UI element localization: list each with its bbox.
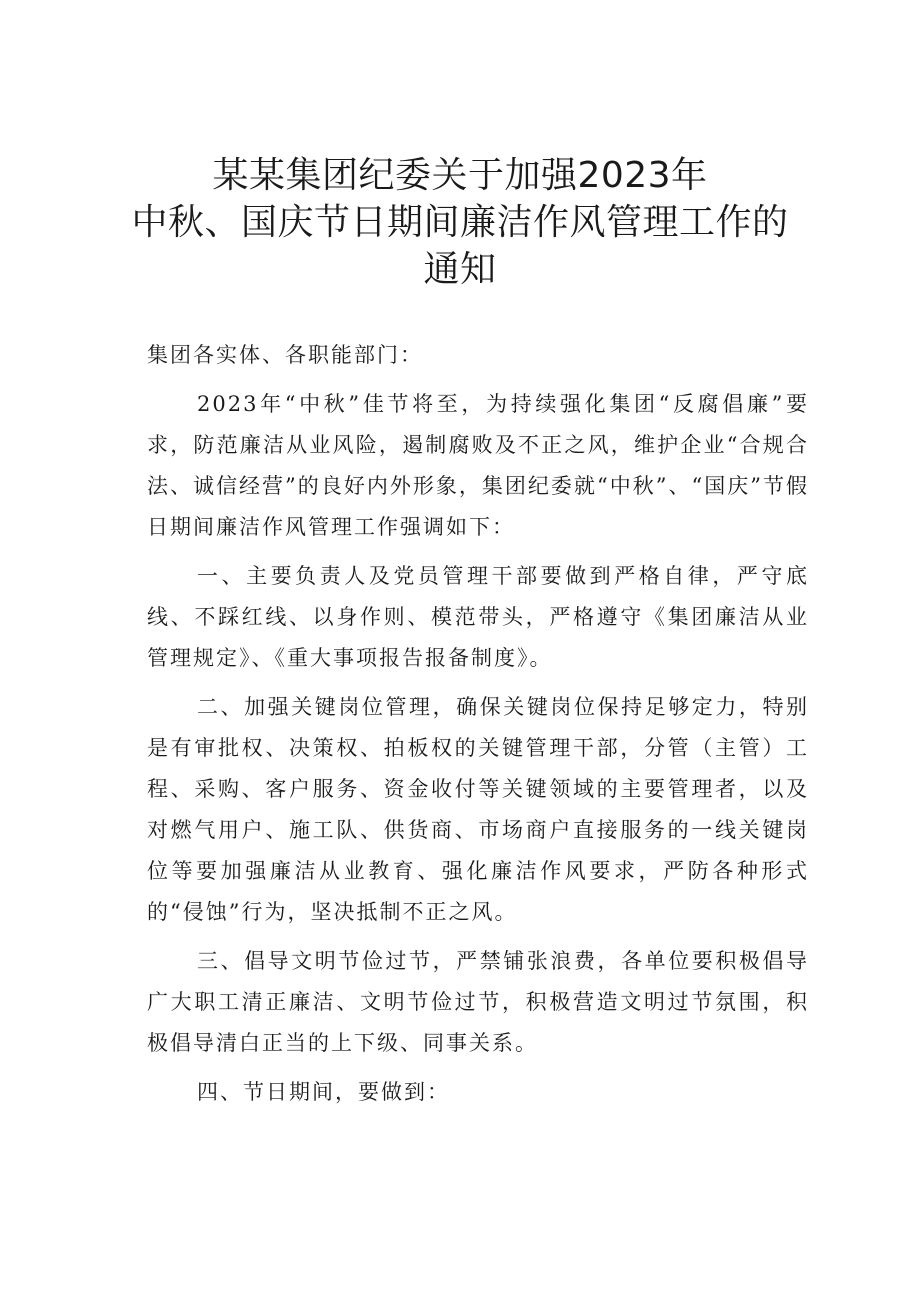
title-line-3: 通知 <box>423 249 497 290</box>
document-body <box>147 335 809 1113</box>
item-1-paragraph: 一、主要负责人及党员管理干部要做到严格自律，严守底线、不踩红线、以身作则、模范带头，严格遵守《集团廉洁从业管理规定》、《重大事项报告报备制度》。 <box>147 564 809 670</box>
item-2-paragraph: 二、加强关键岗位管理，确保关键岗位保持足够定力，特别是有审批权、决策权、拍板权的关键管理干部，分管（主管）工程、采购、客户服务、资金收付等关键领域的主要管理者，以及对燃气用户、施工队、供货商、市场商户直接服务的一线关键岗位等要加强廉洁从业教育、强化廉洁作风要求，严防各种形式的“侵蚀”行为，坚决抵制不正之风。 <box>147 695 809 924</box>
title-line-2: 中秋、国庆节日期间廉洁作风管理工作的 <box>131 202 789 243</box>
title-line-1: 某某集团纪委关于加强2023年 <box>212 155 708 196</box>
item-4-paragraph: 四、节日期间，要做到： <box>197 1080 450 1104</box>
salutation: 集团各实体、各职能部门： <box>147 343 423 367</box>
item-3-paragraph: 三、倡导文明节俭过节，严禁铺张浪费，各单位要积极倡导广大职工清正廉洁、文明节俭过节，积极营造文明过节氛围，积极倡导清白正当的上下级、同事关系。 <box>147 949 809 1055</box>
document-title <box>0 152 920 293</box>
intro-paragraph: 2023年“中秋”佳节将至，为持续强化集团“反腐倡廉”要求，防范廉洁从业风险，遏制腐败及不正之风，维护企业“合规合法、诚信经营”的良好内外形象，集团纪委就“中秋”、“国庆”节假日期间廉洁作风管理工作强调如下： <box>147 392 809 539</box>
